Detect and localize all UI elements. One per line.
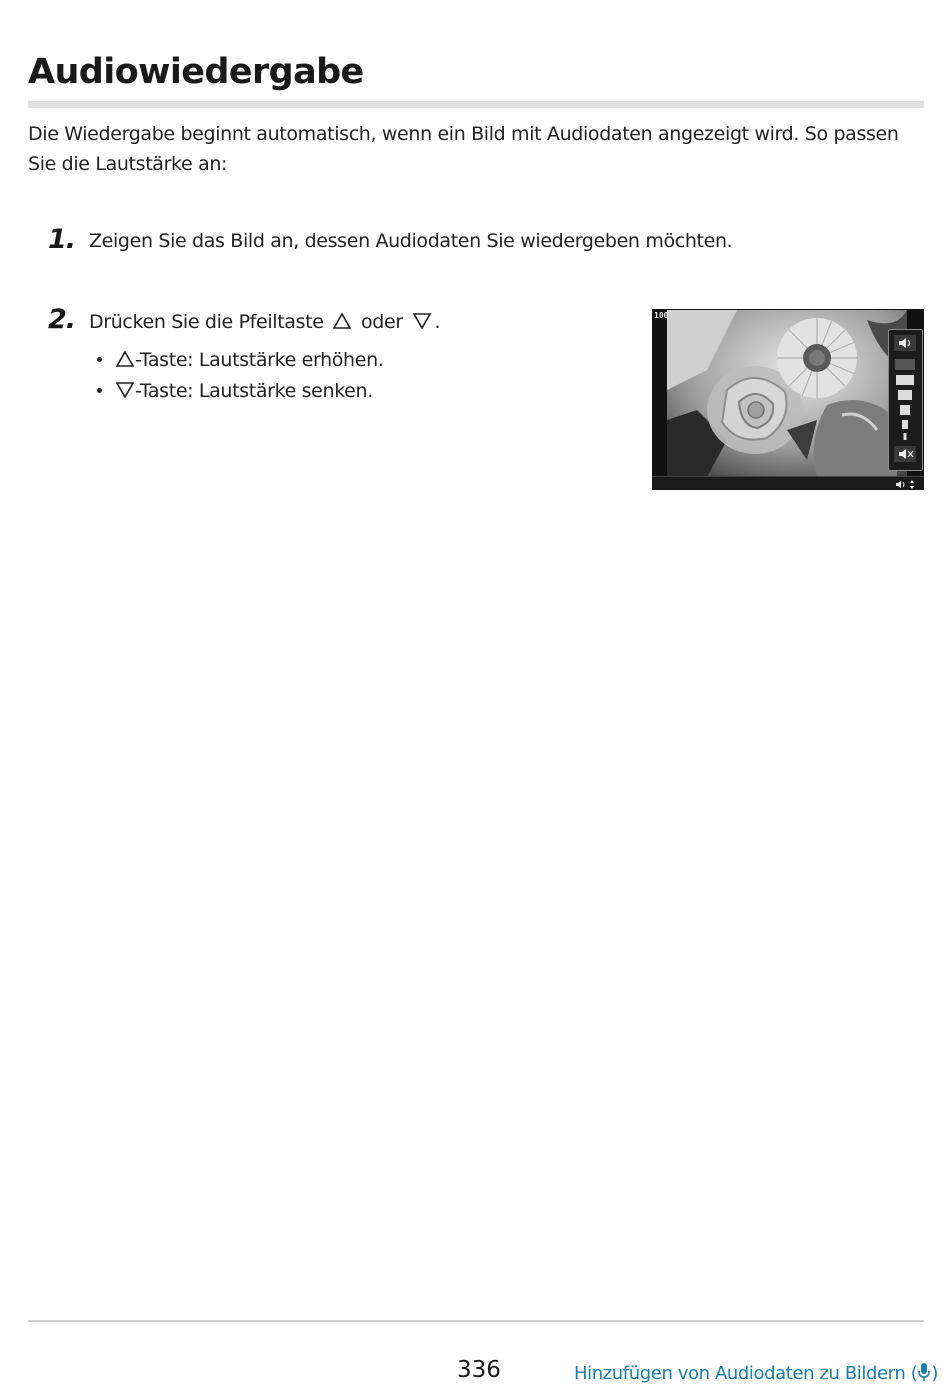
list-item [97,380,373,404]
speaker-icon [894,479,920,490]
microphone-icon [917,1362,931,1387]
playback-bar [652,476,924,490]
up-arrow-icon [332,312,352,335]
bullet-text: -Taste: Lautstärke erhöhen. [135,349,384,371]
list-item [97,349,383,373]
intro-paragraph: Die Wiedergabe beginnt automatisch, wenn ein Bild mit Audiodaten angezeigt wird. So passen Sie die Lautstärke an: [28,123,899,175]
volume-mute-icon [894,446,916,462]
flower-photo [667,310,907,477]
step-1-text: Zeigen Sie das Bild an, dessen Audiodaten Sie wiedergeben möchten. [89,230,733,252]
footer-link-close[interactable]: ) [931,1363,938,1384]
title-divider [28,101,924,108]
footer-chapter-link[interactable] [574,1362,938,1387]
step-2-text-middle: oder [361,311,403,333]
page-number: 336 [457,1357,501,1383]
volume-up-icon [894,335,916,351]
page-title: Audiowiedergabe [28,52,364,92]
footer-divider [28,1320,924,1322]
step-2-text-after: . [434,311,441,333]
volume-panel [888,329,923,471]
step-1-number: 1. [48,224,76,255]
frame-number: 100 [654,311,669,320]
down-arrow-icon [115,381,135,404]
down-arrow-icon [412,312,432,335]
volume-level-bars [894,357,916,441]
camera-screen-illustration [652,309,924,490]
footer-link-text[interactable]: Hinzufügen von Audiodaten zu Bildern ( [574,1363,918,1384]
up-arrow-icon [115,350,135,373]
step-2-text [89,311,440,335]
step-2-number: 2. [48,304,76,335]
step-2-text-before: Drücken Sie die Pfeiltaste [89,311,324,333]
bullet-dot [97,388,102,393]
bullet-dot [97,357,102,362]
bullet-text: -Taste: Lautstärke senken. [135,380,373,402]
